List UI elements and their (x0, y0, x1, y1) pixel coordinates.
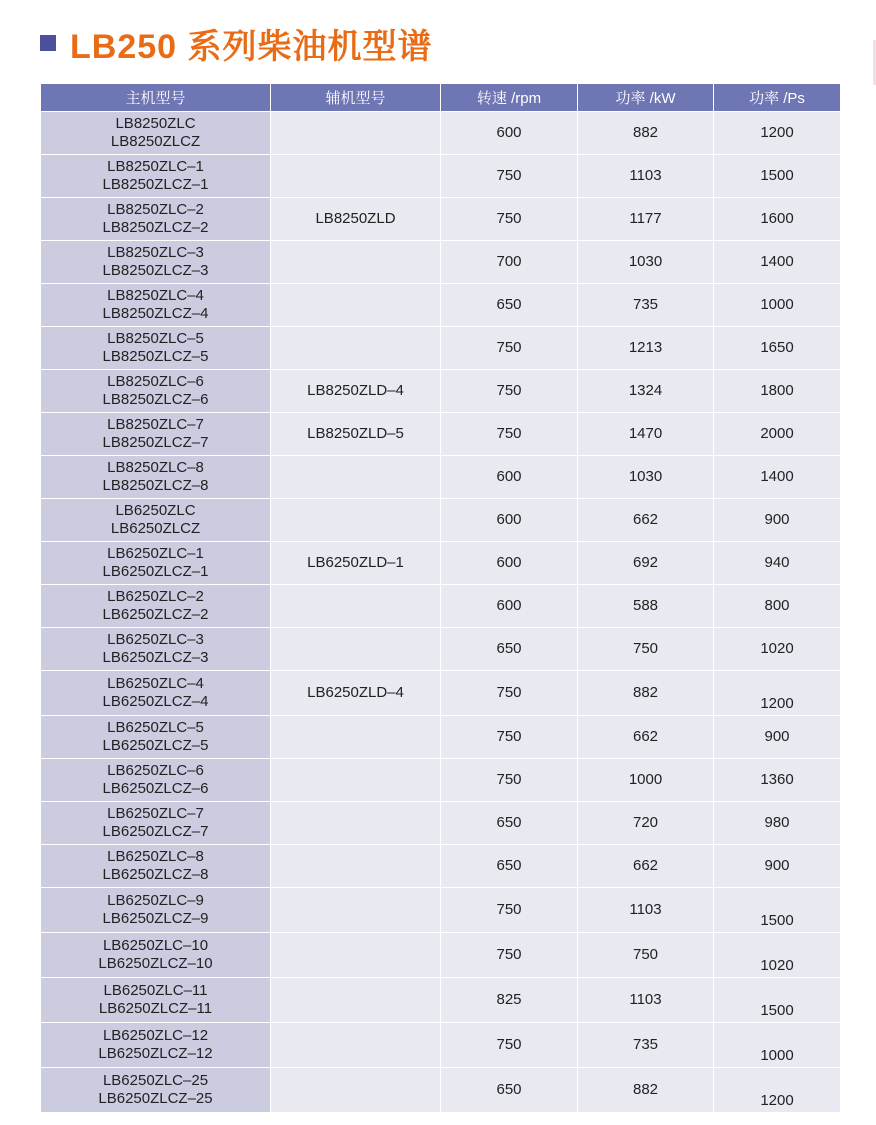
table-row (41, 112, 841, 155)
aux-model-cell (271, 456, 441, 499)
speed-cell: 750 (441, 1023, 578, 1068)
power-kw-cell: 1324 (578, 370, 714, 413)
power-ps-cell: 900 (714, 499, 841, 542)
table-row (41, 933, 841, 978)
main-model-cell (41, 1023, 271, 1068)
main-model-name: LB6250ZLCZ–11 (98, 1000, 213, 1017)
table-row (41, 542, 841, 585)
main-model-name: LB8250ZLCZ–7 (102, 434, 209, 451)
aux-model-cell (271, 759, 441, 802)
power-kw-cell: 750 (578, 933, 714, 978)
main-model-cell (41, 585, 271, 628)
power-ps-cell: 1000 (714, 1023, 841, 1068)
table-row (41, 716, 841, 759)
aux-model-cell: LB6250ZLD–1 (271, 542, 441, 585)
speed-cell: 650 (441, 802, 578, 845)
aux-model-cell (271, 112, 441, 155)
power-kw-cell: 662 (578, 716, 714, 759)
main-model-name: LB6250ZLCZ–5 (102, 737, 209, 754)
speed-cell: 600 (441, 499, 578, 542)
main-model-name: LB8250ZLC–6 (107, 373, 204, 390)
table-row (41, 978, 841, 1023)
engine-spec-table (40, 83, 841, 1113)
page-title: LB250 系列柴油机型谱 (70, 27, 433, 66)
aux-model-cell (271, 802, 441, 845)
power-ps-cell: 1500 (714, 978, 841, 1023)
main-model-name: LB6250ZLC–2 (107, 588, 204, 605)
main-model-cell (41, 628, 271, 671)
power-kw-cell: 735 (578, 284, 714, 327)
speed-cell: 650 (441, 1068, 578, 1113)
power-kw-cell: 588 (578, 585, 714, 628)
main-model-cell (41, 933, 271, 978)
table-row (41, 845, 841, 888)
main-model-cell (41, 198, 271, 241)
power-ps-cell: 900 (714, 845, 841, 888)
power-ps-cell: 1360 (714, 759, 841, 802)
aux-model-cell: LB6250ZLD–4 (271, 671, 441, 716)
speed-cell: 650 (441, 628, 578, 671)
page-header (40, 18, 433, 68)
power-ps-cell: 1000 (714, 284, 841, 327)
main-model-cell (41, 327, 271, 370)
power-kw-cell: 1177 (578, 198, 714, 241)
main-model-cell (41, 284, 271, 327)
table-row (41, 802, 841, 845)
aux-model-cell (271, 241, 441, 284)
speed-cell: 750 (441, 759, 578, 802)
aux-model-cell (271, 499, 441, 542)
aux-model-cell (271, 933, 441, 978)
main-model-name: LB6250ZLC–1 (107, 545, 204, 562)
aux-model-cell (271, 1023, 441, 1068)
main-model-name: LB6250ZLC–12 (102, 1027, 209, 1044)
speed-cell: 600 (441, 585, 578, 628)
speed-cell: 750 (441, 198, 578, 241)
main-model-cell (41, 241, 271, 284)
power-kw-cell: 1470 (578, 413, 714, 456)
aux-model-cell: LB8250ZLD (271, 198, 441, 241)
speed-cell: 750 (441, 716, 578, 759)
power-ps-cell: 1500 (714, 155, 841, 198)
power-ps-cell: 1020 (714, 933, 841, 978)
power-ps-cell: 800 (714, 585, 841, 628)
table-row (41, 628, 841, 671)
main-model-name: LB8250ZLC (115, 115, 196, 132)
power-kw-cell: 720 (578, 802, 714, 845)
main-model-name: LB8250ZLCZ–5 (102, 348, 209, 365)
power-kw-cell: 1000 (578, 759, 714, 802)
main-model-cell (41, 370, 271, 413)
main-model-cell (41, 671, 271, 716)
main-model-name: LB6250ZLCZ–8 (102, 866, 209, 883)
main-model-name: LB6250ZLCZ–6 (102, 780, 209, 797)
main-model-name: LB8250ZLC–5 (107, 330, 204, 347)
main-model-name: LB6250ZLC–3 (107, 631, 204, 648)
speed-cell: 650 (441, 284, 578, 327)
main-model-name: LB6250ZLCZ–9 (102, 910, 209, 927)
speed-cell: 750 (441, 370, 578, 413)
power-ps-cell: 980 (714, 802, 841, 845)
main-model-name: LB6250ZLCZ (110, 520, 201, 537)
power-kw-cell: 750 (578, 628, 714, 671)
header-power-kw: 功率 /kW (578, 84, 714, 112)
main-model-name: LB6250ZLCZ–2 (102, 606, 209, 623)
main-model-name: LB8250ZLC–1 (107, 158, 204, 175)
table-row (41, 759, 841, 802)
main-model-cell (41, 716, 271, 759)
main-model-cell (41, 888, 271, 933)
power-kw-cell: 692 (578, 542, 714, 585)
aux-model-cell (271, 155, 441, 198)
power-kw-cell: 882 (578, 671, 714, 716)
main-model-name: LB8250ZLCZ–3 (102, 262, 209, 279)
main-model-name: LB6250ZLC–7 (107, 805, 204, 822)
table-row (41, 499, 841, 542)
main-model-name: LB6250ZLC–25 (102, 1072, 209, 1089)
table-row (41, 1068, 841, 1113)
speed-cell: 600 (441, 456, 578, 499)
power-ps-cell: 1020 (714, 628, 841, 671)
header-main-model: 主机型号 (41, 84, 271, 112)
main-model-name: LB8250ZLC–4 (107, 287, 204, 304)
power-ps-cell: 1800 (714, 370, 841, 413)
table-row (41, 241, 841, 284)
speed-cell: 650 (441, 845, 578, 888)
main-model-cell (41, 499, 271, 542)
main-model-name: LB8250ZLC–8 (107, 459, 204, 476)
power-ps-cell: 1600 (714, 198, 841, 241)
main-model-name: LB6250ZLCZ–25 (98, 1090, 213, 1107)
aux-model-cell (271, 716, 441, 759)
table-row (41, 155, 841, 198)
power-ps-cell: 1400 (714, 241, 841, 284)
power-ps-cell: 1650 (714, 327, 841, 370)
speed-cell: 750 (441, 155, 578, 198)
main-model-cell (41, 978, 271, 1023)
main-model-cell (41, 112, 271, 155)
speed-cell: 825 (441, 978, 578, 1023)
main-model-name: LB8250ZLCZ–4 (102, 305, 209, 322)
power-kw-cell: 662 (578, 845, 714, 888)
table-header-row (41, 84, 841, 112)
table-row (41, 284, 841, 327)
aux-model-cell (271, 284, 441, 327)
main-model-cell (41, 456, 271, 499)
aux-model-cell (271, 978, 441, 1023)
aux-model-cell (271, 845, 441, 888)
title-square-icon (40, 35, 56, 51)
aux-model-cell (271, 327, 441, 370)
table-row (41, 888, 841, 933)
table-row (41, 456, 841, 499)
power-ps-cell: 1500 (714, 888, 841, 933)
table-row (41, 1023, 841, 1068)
power-ps-cell: 1200 (714, 112, 841, 155)
aux-model-cell: LB8250ZLD–5 (271, 413, 441, 456)
main-model-name: LB6250ZLC–11 (103, 982, 208, 999)
speed-cell: 750 (441, 413, 578, 456)
main-model-cell (41, 1068, 271, 1113)
main-model-name: LB8250ZLC–3 (107, 244, 204, 261)
main-model-name: LB6250ZLCZ–10 (98, 955, 213, 972)
table-row (41, 671, 841, 716)
speed-cell: 750 (441, 933, 578, 978)
main-model-cell (41, 759, 271, 802)
aux-model-cell: LB8250ZLD–4 (271, 370, 441, 413)
main-model-name: LB8250ZLCZ (110, 133, 201, 150)
power-ps-cell: 1200 (714, 1068, 841, 1113)
aux-model-cell (271, 888, 441, 933)
aux-model-cell (271, 628, 441, 671)
main-model-name: LB8250ZLCZ–8 (102, 477, 209, 494)
speed-cell: 600 (441, 112, 578, 155)
header-aux-model: 辅机型号 (271, 84, 441, 112)
power-kw-cell: 882 (578, 112, 714, 155)
header-power-ps: 功率 /Ps (714, 84, 841, 112)
main-model-name: LB6250ZLC–10 (102, 937, 209, 954)
main-model-name: LB6250ZLC–5 (107, 719, 204, 736)
power-ps-cell: 940 (714, 542, 841, 585)
power-kw-cell: 662 (578, 499, 714, 542)
power-kw-cell: 735 (578, 1023, 714, 1068)
power-ps-cell: 1200 (714, 671, 841, 716)
main-model-cell (41, 845, 271, 888)
power-ps-cell: 1400 (714, 456, 841, 499)
header-speed: 转速 /rpm (441, 84, 578, 112)
main-model-cell (41, 155, 271, 198)
main-model-name: LB8250ZLCZ–6 (102, 391, 209, 408)
main-model-name: LB6250ZLCZ–4 (102, 693, 209, 710)
main-model-name: LB6250ZLC–6 (107, 762, 204, 779)
main-model-name: LB6250ZLCZ–12 (98, 1045, 213, 1062)
speed-cell: 750 (441, 327, 578, 370)
main-model-name: LB6250ZLC–4 (107, 675, 204, 692)
main-model-cell (41, 802, 271, 845)
main-model-name: LB8250ZLC–7 (107, 416, 204, 433)
main-model-name: LB6250ZLCZ–1 (102, 563, 209, 580)
main-model-name: LB6250ZLC–9 (107, 892, 204, 909)
table-row (41, 413, 841, 456)
power-kw-cell: 1103 (578, 888, 714, 933)
power-kw-cell: 1103 (578, 978, 714, 1023)
main-model-name: LB8250ZLCZ–1 (102, 176, 209, 193)
aux-model-cell (271, 1068, 441, 1113)
power-kw-cell: 1103 (578, 155, 714, 198)
table-row (41, 198, 841, 241)
main-model-name: LB8250ZLC–2 (107, 201, 204, 218)
speed-cell: 600 (441, 542, 578, 585)
table-body (41, 112, 841, 1113)
main-model-name: LB6250ZLCZ–7 (102, 823, 209, 840)
table-row (41, 585, 841, 628)
speed-cell: 750 (441, 671, 578, 716)
power-ps-cell: 900 (714, 716, 841, 759)
main-model-name: LB6250ZLC–8 (107, 848, 204, 865)
power-kw-cell: 882 (578, 1068, 714, 1113)
aux-model-cell (271, 585, 441, 628)
table-row (41, 327, 841, 370)
power-kw-cell: 1213 (578, 327, 714, 370)
power-kw-cell: 1030 (578, 241, 714, 284)
main-model-name: LB8250ZLCZ–2 (102, 219, 209, 236)
main-model-cell (41, 542, 271, 585)
table-row (41, 370, 841, 413)
main-model-name: LB6250ZLCZ–3 (102, 649, 209, 666)
power-ps-cell: 2000 (714, 413, 841, 456)
speed-cell: 750 (441, 888, 578, 933)
main-model-name: LB6250ZLC (115, 502, 196, 519)
power-kw-cell: 1030 (578, 456, 714, 499)
speed-cell: 700 (441, 241, 578, 284)
main-model-cell (41, 413, 271, 456)
